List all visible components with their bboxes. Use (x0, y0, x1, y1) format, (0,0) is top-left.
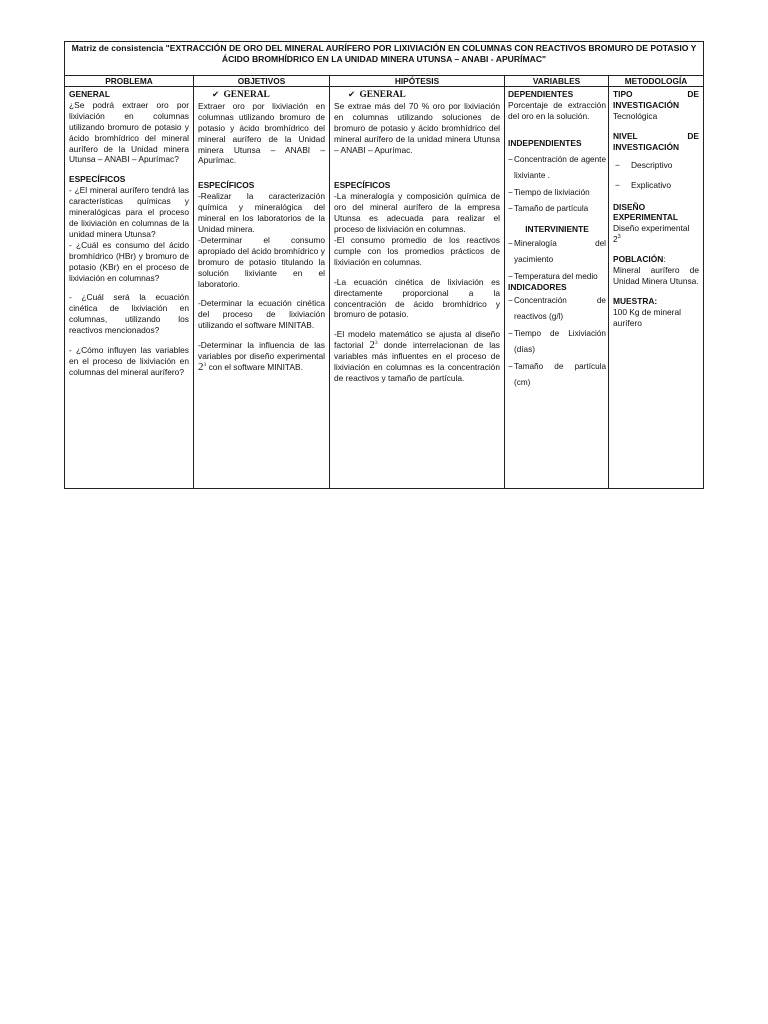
nivel-item: − Descriptivo (615, 159, 673, 170)
problema-especifico-4: - ¿Cómo influyen las variables en el proceso de lixiviación en columnas del mineral aurífero? (69, 345, 189, 377)
interviniente-label: INTERVINIENTE (525, 223, 589, 234)
metodologia-column: TIPO DE INVESTIGACIÓN Tecnológica NIVEL DE INVESTIGACIÓN − Descriptivo − Explicativo DISEÑO EXPERIMENTAL Diseño experimental $2^3$ POBLACIÓN: Mineral aurífero de Unidad Minera Utunsa. MUESTRA: 100 Kg de mineral aurífero (613, 89, 699, 328)
hipotesis-general-heading (334, 89, 500, 101)
indicador-item: − Tamaño de partícula (cm) (508, 361, 606, 388)
hipotesis-especificos-label: ESPECÍFICOS (334, 180, 391, 191)
poblacion-label: POBLACIÓN: (613, 254, 666, 265)
indicador-item: − Tiempo de Lixiviación (días) (508, 328, 606, 355)
poblacion-text: Mineral aurífero de Unidad Minera Utunsa. (613, 265, 699, 286)
objetivos-general-heading (198, 89, 325, 101)
muestra-label: MUESTRA: (613, 295, 658, 306)
independiente-item: − Concentración de agente lixiviante . (508, 154, 606, 181)
independiente-item: − Tiempo de lixiviación (508, 187, 590, 197)
header-problema: PROBLEMA (65, 76, 194, 86)
problema-especificos-label: ESPECÍFICOS (69, 174, 126, 185)
problema-especifico-1: - ¿El mineral aurífero tendrá las características químicas y mineralógicas para el proceso de lixiviación en columnas de la unidad minera Utunsa? (69, 185, 189, 239)
tipo-text: Tecnológica (613, 110, 658, 121)
problema-general-label: GENERAL (69, 89, 110, 99)
objetivos-especifico-3: -Determinar la ecuación cinética del proceso de lixiviación utilizando el software MINITAB. (198, 298, 325, 331)
interviniente-item: − Mineralogía del yacimiento (508, 238, 606, 265)
objetivos-especificos-label: ESPECÍFICOS (198, 180, 255, 191)
header-row (65, 76, 703, 87)
objetivos-especifico-4: -Determinar la influencia de las variables por diseño experimental $2^3$ con el software MINITAB. (198, 340, 325, 373)
matrix-title: Matriz de consistencia "EXTRACCIÓN DE ORO DEL MINERAL AURÍFERO POR LIXIVIACIÓN EN COLUMNAS CON REACTIVOS BROMURO DE POTASIO Y ÁCIDO BROMHÍDRICO EN LA UNIDAD MINERA UTUNSA – ANABI - APURÍMAC" (65, 42, 703, 76)
header-variables: VARIABLES (505, 76, 609, 86)
hipotesis-especifico-4: -El modelo matemático se ajusta al diseño factorial $2^3$ donde interrelacionan de las variables más influentes en el proceso de lixiviación en columnas es la concentración de reactivos y tamaño de partícula. (334, 329, 500, 383)
objetivos-especifico-1: -Realizar la caracterización química y mineralógica del mineral en los laboratorios de la Unidad minera. (198, 191, 325, 234)
problema-general-text: ¿Se podrá extraer oro por lixiviación en columnas utilizando bromuro de potasio y ácido bromhídrico del mineral aurífero de la Unidad minera Utunsa – ANABI – Apurímac? (69, 99, 189, 165)
indicador-item: − Concentración de reactivos (g/l) (508, 295, 606, 322)
check-icon: ✔ (348, 90, 356, 100)
interviniente-list (508, 236, 606, 286)
hipotesis-column (330, 87, 505, 488)
tipo-label: TIPO DE (613, 89, 699, 99)
header-objetivos: OBJETIVOS (194, 76, 330, 86)
dependientes-text: Porcentaje de extracción del oro en la solución. (508, 99, 606, 121)
nivel-list (613, 160, 699, 190)
dependientes-label: DEPENDIENTES (508, 89, 574, 99)
problema-especifico-2: - ¿Cuál es consumo del ácido bromhídrico (HBr) y bromuro de potasio (KBr) en el proceso de lixiviación en columnas? (69, 239, 189, 283)
design-formula: $2^3$ (369, 339, 378, 352)
objetivos-general-label: GENERAL (223, 90, 270, 100)
consistency-matrix (64, 41, 704, 489)
hipotesis-especifico-1: -La mineralogía y composición química de oro del mineral aurífero de la empresa Utunsa es adecuada para realizar el proceso de lixiviación en columnas. (334, 191, 500, 235)
objetivos-general-text: Extraer oro por lixiviación en columnas utilizando bromuro de potasio y ácido bromhídrico del mineral aurífero de la Unidad minera Utunsa – ANABI – Apurímac. (198, 100, 325, 166)
nivel-label: NIVEL DE (613, 130, 699, 141)
objetivos-especifico-2: -Determinar el consumo apropiado del ácido bromhídrico y bromuro de potasio titulando la solución lixiviante en el laboratorio. (198, 234, 325, 289)
diseno-text: Diseño experimental $2^3$ (613, 223, 690, 245)
independientes-label: INDEPENDIENTES (508, 137, 582, 148)
problema-especifico-3: - ¿Cuál será la ecuación cinética de lixiviación en columnas, utilizando los reactivos mencionados? (69, 292, 189, 336)
hipotesis-especifico-2: -El consumo promedio de los reactivos cumple con los promedios prácticos de lixiviación en columnas. (334, 234, 500, 267)
muestra-text: 100 Kg de mineral aurífero (613, 306, 681, 328)
check-icon: ✔ (212, 90, 220, 100)
hipotesis-general-label: GENERAL (359, 90, 406, 100)
independientes-list (508, 152, 606, 218)
interviniente-item: − Temperatura del medio (508, 271, 598, 281)
diseno-label: DISEÑO EXPERIMENTAL (613, 201, 678, 223)
nivel-item: − Explicativo (615, 179, 672, 190)
hipotesis-especifico-3: -La ecuación cinética de lixiviación es directamente proporcional a la concentración de ácido bromhídrico y bromuro de potasio. (334, 276, 500, 320)
hipotesis-general-text: Se extrae más del 70 % oro por lixiviación en columnas utilizando soluciones de bromuro de potasio y ácido bromhídrico del mineral aurífero de la unidad minera Utunsa – ANABI – Apurímac. (334, 100, 500, 155)
objetivos-column (194, 87, 330, 488)
variables-column (505, 87, 609, 488)
problema-column (65, 87, 194, 488)
indicadores-list (508, 293, 606, 392)
design-formula: $2^3$ (198, 360, 207, 373)
design-formula: $2^3$ (613, 234, 621, 245)
indicadores-label: INDICADORES (508, 282, 567, 293)
independiente-item: − Tamaño de partícula (508, 204, 589, 214)
matrix-body (65, 87, 703, 488)
header-metodologia: METODOLOGÍA (624, 76, 688, 86)
header-hipotesis: HIPÓTESIS (330, 76, 505, 86)
